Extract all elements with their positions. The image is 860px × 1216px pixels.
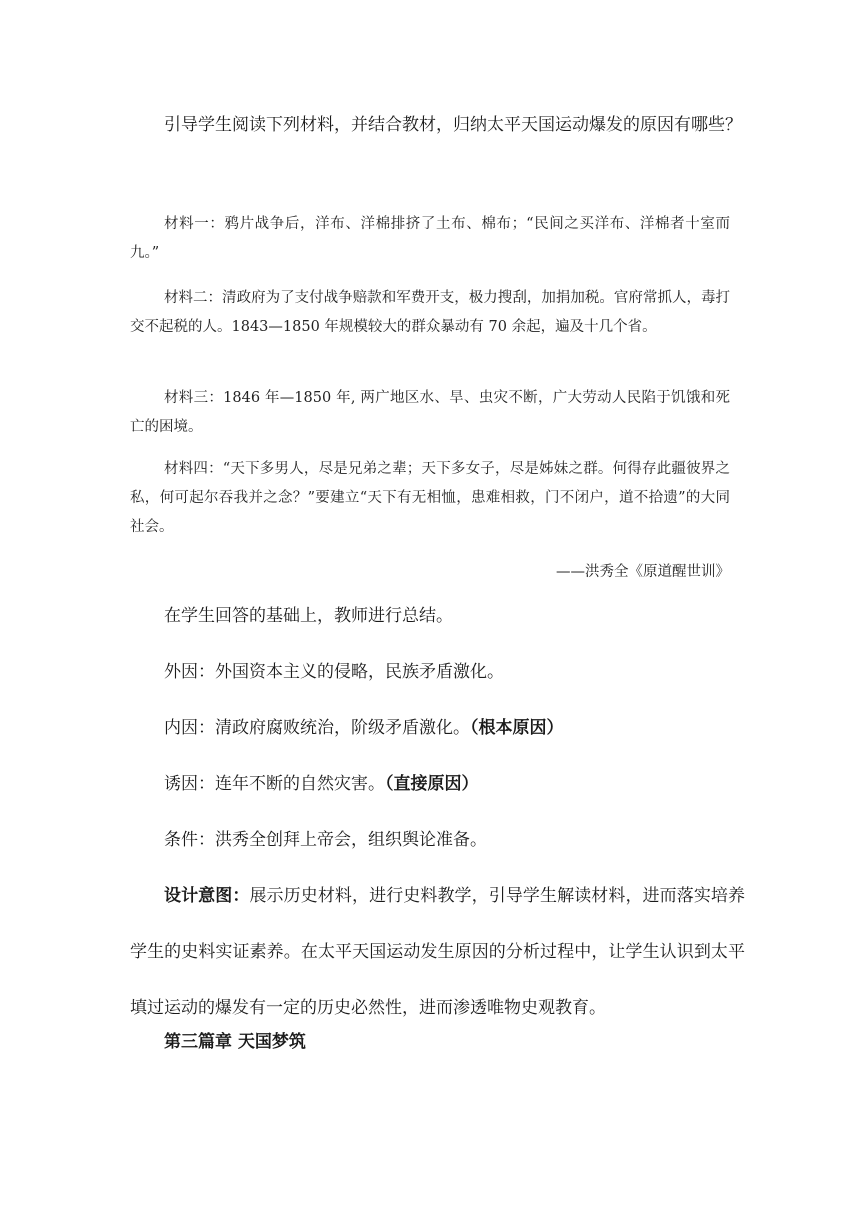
design-intent-label: 设计意图： bbox=[164, 886, 250, 906]
design-intent-text: 展示历史材料，进行史料教学，引导学生解读材料，进而落实培养学生的史料实证素养。在太平天国运动发生原因的分析过程中，让学生认识到太平填过运动的爆发有一定的历史必然性，进而渗透唯物史观教育。 bbox=[130, 886, 746, 1018]
material-4: 材料四：“天下多男人，尽是兄弟之辈；天下多女子，尽是姊妹之群。何得存此疆彼界之私，何可起尔吞我并之念？”要建立“天下有无相恤，患难相救，门不闭户，道不拾遗”的大同社会。 bbox=[130, 461, 730, 535]
cause-trigger-note: （直接原因） bbox=[385, 774, 479, 794]
material-1: 材料一：鸦片战争后，洋布、洋棉排挤了土布、棉布；“民间之买洋布、洋棉者十室而九。” bbox=[130, 216, 730, 261]
cause-internal-note: （根本原因） bbox=[470, 718, 564, 738]
cause-condition: 条件：洪秀全创拜上帝会，组织舆论准备。 bbox=[164, 830, 487, 850]
chapter-heading: 第三篇章 天国梦筑 bbox=[164, 1032, 306, 1052]
design-intent bbox=[130, 868, 745, 1036]
cause-trigger-text: 诱因：连年不断的自然灾害。 bbox=[164, 774, 385, 794]
cause-trigger bbox=[164, 772, 479, 796]
cause-internal-text: 内因：清政府腐败统治，阶级矛盾激化。 bbox=[164, 718, 470, 738]
intro-question: 引导学生阅读下列材料，并结合教材，归纳太平天国运动爆发的原因有哪些？ bbox=[164, 115, 742, 135]
material-2: 材料二：清政府为了支付战争赔款和军费开支，极力搜刮，加捐加税。官府常抓人，毒打交不起税的人。1843—1850 年规模较大的群众暴动有 70 余起，遍及十几个省。 bbox=[130, 290, 730, 335]
material-3: 材料三：1846 年—1850 年, 两广地区水、旱、虫灾不断，广大劳动人民陷于饥饿和死亡的困境。 bbox=[130, 390, 730, 435]
cause-internal bbox=[164, 716, 564, 740]
teacher-summary: 在学生回答的基础上，教师进行总结。 bbox=[164, 606, 453, 626]
material-source: ——洪秀全《原道醒世训》 bbox=[556, 564, 730, 580]
cause-external: 外因：外国资本主义的侵略，民族矛盾激化。 bbox=[164, 662, 504, 682]
